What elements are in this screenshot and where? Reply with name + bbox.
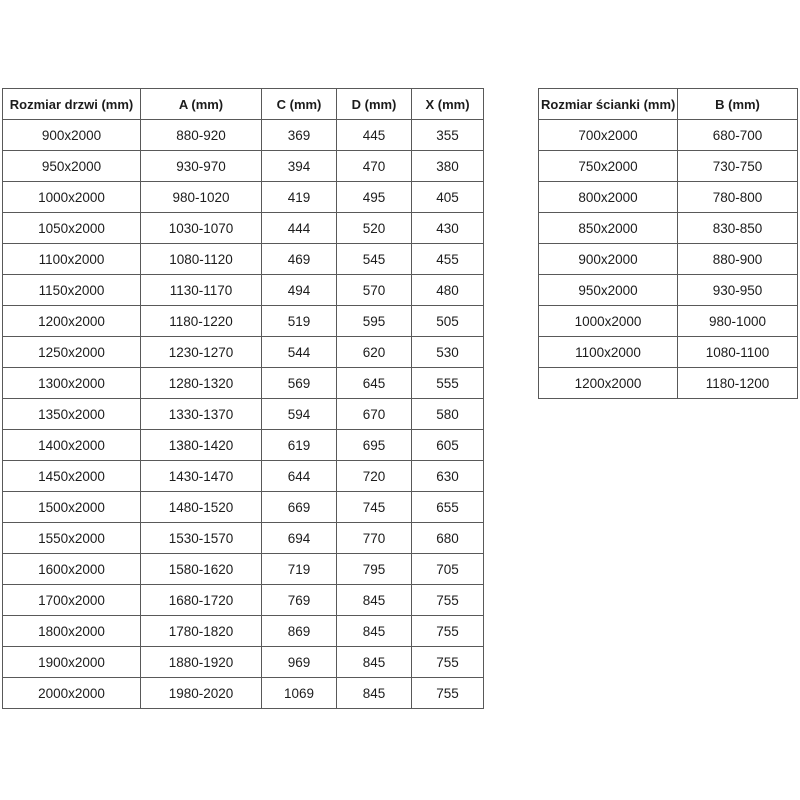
table-cell: 1180-1220 [141,306,262,337]
table-row [539,368,798,399]
table-cell: 505 [412,306,484,337]
table-cell: 750x2000 [539,151,678,182]
table-cell: 680-700 [678,120,798,151]
table-cell: 1480-1520 [141,492,262,523]
header-row [3,89,484,120]
table-cell: 755 [412,616,484,647]
door-sizes-table-header [3,89,484,120]
table-cell: 1030-1070 [141,213,262,244]
table-cell: 1300x2000 [3,368,141,399]
table-cell: 1069 [262,678,337,709]
table-cell: 980-1020 [141,182,262,213]
table-row [3,492,484,523]
table-cell: 1000x2000 [539,306,678,337]
table-cell: 845 [337,616,412,647]
table-cell: 795 [337,554,412,585]
table-cell: 419 [262,182,337,213]
table-cell: 555 [412,368,484,399]
table-cell: 1250x2000 [3,337,141,368]
wall-sizes-table [538,88,798,399]
table-row [539,275,798,306]
table-row [3,275,484,306]
table-cell: 1200x2000 [3,306,141,337]
table-cell: 569 [262,368,337,399]
table-row [539,182,798,213]
column-header: B (mm) [678,89,798,120]
table-cell: 755 [412,678,484,709]
column-header: A (mm) [141,89,262,120]
table-row [539,151,798,182]
table-row [3,430,484,461]
table-cell: 1000x2000 [3,182,141,213]
table-cell: 950x2000 [3,151,141,182]
table-cell: 680 [412,523,484,554]
table-cell: 1600x2000 [3,554,141,585]
table-cell: 694 [262,523,337,554]
table-cell: 444 [262,213,337,244]
table-row [539,213,798,244]
table-cell: 1350x2000 [3,399,141,430]
table-cell: 355 [412,120,484,151]
wall-sizes-table-body [539,120,798,399]
table-cell: 405 [412,182,484,213]
table-cell: 480 [412,275,484,306]
table-cell: 630 [412,461,484,492]
table-cell: 470 [337,151,412,182]
table-cell: 850x2000 [539,213,678,244]
table-cell: 455 [412,244,484,275]
table-cell: 1150x2000 [3,275,141,306]
table-cell: 1400x2000 [3,430,141,461]
table-cell: 869 [262,616,337,647]
table-cell: 445 [337,120,412,151]
table-cell: 1880-1920 [141,647,262,678]
table-cell: 1980-2020 [141,678,262,709]
table-row [3,523,484,554]
table-cell: 545 [337,244,412,275]
table-cell: 595 [337,306,412,337]
table-cell: 1080-1100 [678,337,798,368]
table-row [539,306,798,337]
table-row [539,120,798,151]
table-cell: 469 [262,244,337,275]
table-cell: 730-750 [678,151,798,182]
table-cell: 2000x2000 [3,678,141,709]
table-row [3,337,484,368]
table-row [3,461,484,492]
table-cell: 380 [412,151,484,182]
table-cell: 619 [262,430,337,461]
table-cell: 644 [262,461,337,492]
table-cell: 519 [262,306,337,337]
table-cell: 655 [412,492,484,523]
table-cell: 530 [412,337,484,368]
table-cell: 880-900 [678,244,798,275]
header-row [539,89,798,120]
table-cell: 1780-1820 [141,616,262,647]
table-cell: 1050x2000 [3,213,141,244]
table-cell: 1380-1420 [141,430,262,461]
table-cell: 950x2000 [539,275,678,306]
table-cell: 705 [412,554,484,585]
table-cell: 1580-1620 [141,554,262,585]
table-cell: 1900x2000 [3,647,141,678]
table-cell: 605 [412,430,484,461]
table-row [3,182,484,213]
table-cell: 594 [262,399,337,430]
table-cell: 845 [337,585,412,616]
table-cell: 980-1000 [678,306,798,337]
table-cell: 845 [337,647,412,678]
table-row [3,585,484,616]
table-row [3,306,484,337]
table-row [3,616,484,647]
wall-sizes-table-header [539,89,798,120]
table-cell: 620 [337,337,412,368]
table-cell: 769 [262,585,337,616]
door-sizes-table-body [3,120,484,709]
table-cell: 495 [337,182,412,213]
table-cell: 830-850 [678,213,798,244]
table-cell: 1800x2000 [3,616,141,647]
table-cell: 570 [337,275,412,306]
table-row [3,399,484,430]
table-cell: 394 [262,151,337,182]
table-cell: 900x2000 [3,120,141,151]
table-cell: 1130-1170 [141,275,262,306]
table-cell: 755 [412,647,484,678]
column-header: C (mm) [262,89,337,120]
table-cell: 494 [262,275,337,306]
table-cell: 1100x2000 [539,337,678,368]
table-row [3,120,484,151]
table-cell: 800x2000 [539,182,678,213]
table-cell: 1550x2000 [3,523,141,554]
table-row [539,337,798,368]
table-cell: 1180-1200 [678,368,798,399]
table-row [3,151,484,182]
table-cell: 969 [262,647,337,678]
table-row [3,213,484,244]
table-cell: 369 [262,120,337,151]
table-row [3,554,484,585]
table-cell: 645 [337,368,412,399]
table-cell: 1530-1570 [141,523,262,554]
table-cell: 700x2000 [539,120,678,151]
door-sizes-table [2,88,484,709]
table-cell: 695 [337,430,412,461]
table-cell: 1700x2000 [3,585,141,616]
table-cell: 669 [262,492,337,523]
column-header: X (mm) [412,89,484,120]
table-cell: 930-970 [141,151,262,182]
table-cell: 745 [337,492,412,523]
column-header: Rozmiar drzwi (mm) [3,89,141,120]
table-row [539,244,798,275]
table-cell: 1230-1270 [141,337,262,368]
table-cell: 755 [412,585,484,616]
table-row [3,368,484,399]
table-cell: 1430-1470 [141,461,262,492]
table-cell: 1450x2000 [3,461,141,492]
table-cell: 880-920 [141,120,262,151]
column-header: D (mm) [337,89,412,120]
table-row [3,678,484,709]
table-cell: 1200x2000 [539,368,678,399]
table-cell: 1080-1120 [141,244,262,275]
table-cell: 719 [262,554,337,585]
table-cell: 520 [337,213,412,244]
table-cell: 1280-1320 [141,368,262,399]
table-cell: 430 [412,213,484,244]
table-cell: 720 [337,461,412,492]
table-cell: 780-800 [678,182,798,213]
table-cell: 580 [412,399,484,430]
table-cell: 670 [337,399,412,430]
table-cell: 845 [337,678,412,709]
table-row [3,244,484,275]
table-cell: 900x2000 [539,244,678,275]
table-row [3,647,484,678]
table-cell: 544 [262,337,337,368]
table-cell: 1330-1370 [141,399,262,430]
table-cell: 1680-1720 [141,585,262,616]
table-cell: 1500x2000 [3,492,141,523]
table-cell: 930-950 [678,275,798,306]
column-header: Rozmiar ścianki (mm) [539,89,678,120]
table-cell: 1100x2000 [3,244,141,275]
table-cell: 770 [337,523,412,554]
